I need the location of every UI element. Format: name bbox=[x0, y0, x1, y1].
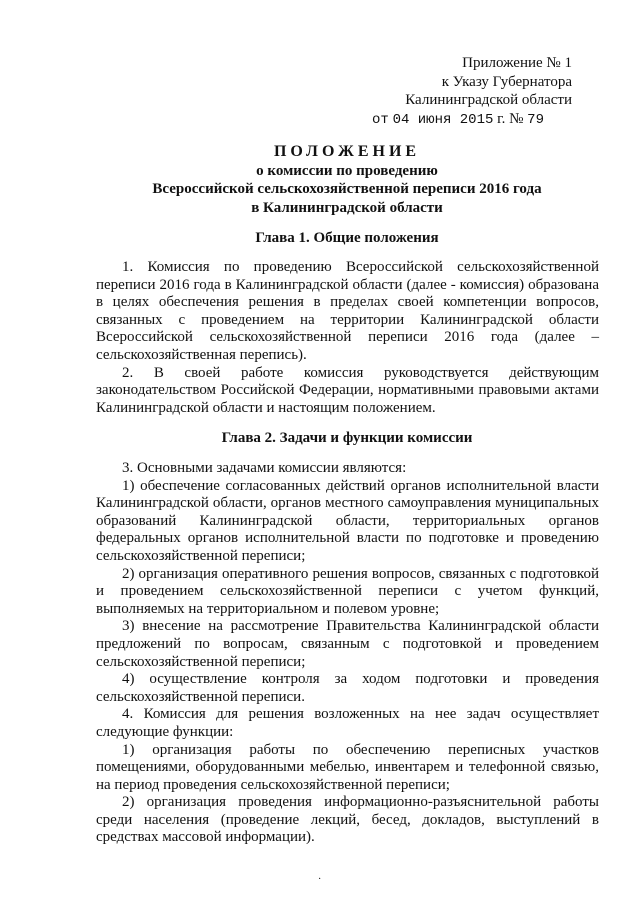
chapter-2-body bbox=[96, 460, 599, 847]
order-number: 79 bbox=[527, 111, 544, 128]
chapter-1-body bbox=[96, 259, 599, 417]
title-line-4: в Калининградской области bbox=[251, 199, 443, 216]
date-value: 04 июня 2015 bbox=[392, 111, 494, 128]
paragraph-3-item-1: 1) обеспечение согласованных действий органов исполнительной власти Калининградской области, органов местного самоуправления муниципальных образований Калининградской области, территориальных органов федеральных органов исполнительной власти по подготовке и проведению сельскохозяйственной переписи; bbox=[96, 477, 599, 564]
appendix-date-line bbox=[372, 110, 572, 130]
appendix-line-3: Калининградской области bbox=[405, 92, 572, 108]
appendix-header bbox=[372, 54, 572, 129]
paragraph-4-item-1: 1) организация работы по обеспечению переписных участков помещениями, оборудованными мебелью, инвентарем и телефонной связью, на период проведения сельскохозяйственной переписи; bbox=[96, 741, 599, 793]
paragraph-3-item-3: 3) внесение на рассмотрение Правительства Калининградской области предложений по вопросам, связанным с подготовкой и проведением сельскохозяйственной переписи; bbox=[96, 618, 599, 670]
title-main: ПОЛОЖЕНИЕ bbox=[273, 143, 421, 160]
paragraph-3-item-2: 2) организация оперативного решения вопросов, связанных с подготовкой и проведением сельскохозяйственной переписи с учетом функций, выполняемых на территориальном и полевом уровне; bbox=[96, 565, 599, 617]
paragraph-1: 1. Комиссия по проведению Всероссийской сельскохозяйственной переписи 2016 года в Калининградской области (далее - комиссия) образована в целях обеспечения решения в пределах своей компетенции вопросов, связанных с проведением на территории Калининградской области Всероссийской сельскохозяйственной переписи 2016 года (далее – сельскохозяйственная перепись). bbox=[96, 259, 599, 363]
paragraph-4-item-2: 2) организация проведения информационно-разъяснительной работы среди населения (проведение лекций, бесед, докладов, выступлений в средствах массовой информации). bbox=[96, 794, 599, 846]
date-suffix: г. № bbox=[497, 110, 524, 127]
appendix-line-2: к Указу Губернатора bbox=[441, 73, 572, 90]
page-mark: · bbox=[318, 874, 322, 885]
chapter-1-heading: Глава 1. Общие положения bbox=[255, 230, 439, 246]
paragraph-3: 3. Основными задачами комиссии являются: bbox=[122, 460, 407, 476]
document-title bbox=[96, 143, 598, 217]
appendix-line-1: Приложение № 1 bbox=[462, 55, 572, 71]
date-prefix: от bbox=[372, 111, 389, 128]
paragraph-2: 2. В своей работе комиссия руководствуется действующим законодательством Российской Федерации, нормативными правовыми актами Калининградской области и настоящим положением. bbox=[96, 364, 599, 416]
chapter-2-heading: Глава 2. Задачи и функции комиссии bbox=[221, 430, 473, 446]
title-line-3: Всероссийской сельскохозяйственной переписи 2016 года bbox=[152, 181, 542, 197]
title-line-2: о комиссии по проведению bbox=[256, 162, 438, 179]
paragraph-3-item-4: 4) осуществление контроля за ходом подготовки и проведения сельскохозяйственной переписи. bbox=[96, 671, 599, 705]
paragraph-4: 4. Комиссия для решения возложенных на нее задач осуществляет следующие функции: bbox=[96, 706, 599, 740]
